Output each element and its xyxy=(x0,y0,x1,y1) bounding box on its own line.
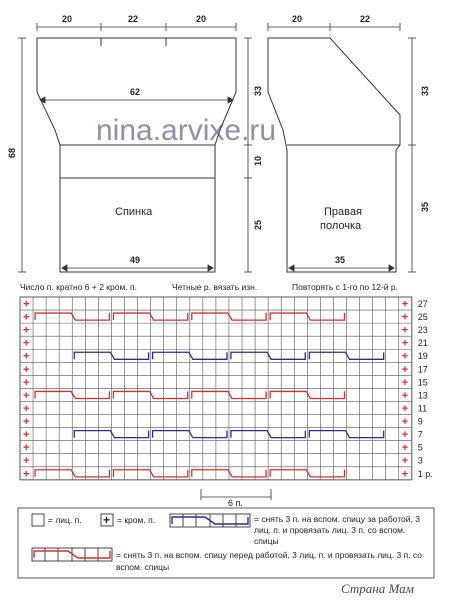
edge-stitch-symbol: + xyxy=(401,311,409,324)
row-label: 9 xyxy=(417,416,423,427)
front-bottom-dimension xyxy=(289,265,394,271)
back-right-dim-2: 10 xyxy=(253,155,263,166)
legend-edge-text: = кром. п. xyxy=(117,515,156,525)
front-right-dimension xyxy=(408,38,416,272)
back-top-dim-3: 20 xyxy=(196,14,207,24)
chart-header-left: Число п. кратно 6 + 2 кром. п. xyxy=(20,282,138,292)
row-label: 17 xyxy=(417,364,428,375)
edge-stitch-symbol: + xyxy=(401,363,409,376)
edge-stitch-symbol: + xyxy=(401,376,409,389)
back-top-dim-2: 22 xyxy=(128,14,139,24)
back-right-dimension xyxy=(244,38,252,272)
edge-stitch-symbol: + xyxy=(23,468,30,481)
edge-stitch-symbol: + xyxy=(23,298,30,311)
front-right-dim-2: 35 xyxy=(420,201,430,212)
row-label: 23 xyxy=(417,325,428,336)
edge-stitch-symbol: + xyxy=(401,468,409,481)
edge-stitch-symbol: + xyxy=(401,416,409,429)
front-top-dim-1: 20 xyxy=(292,14,303,24)
row-label: 27 xyxy=(417,299,428,309)
row-label: 7 xyxy=(417,429,423,440)
edge-stitch-symbol: + xyxy=(401,337,409,350)
back-bottom-dimension xyxy=(62,265,213,271)
edge-stitch-symbol: + xyxy=(23,455,30,468)
edge-stitch-symbol: + xyxy=(401,389,409,402)
back-outline xyxy=(37,38,236,272)
edge-stitch-symbol: + xyxy=(23,350,30,363)
edge-stitch-symbol: + xyxy=(23,402,30,415)
front-bottom-width: 35 xyxy=(335,255,346,265)
front-piece xyxy=(268,38,400,272)
watermark: nina.arvixe.ru xyxy=(96,114,277,147)
row-label: 19 xyxy=(417,351,428,362)
edge-stitch-symbol: + xyxy=(23,416,30,429)
legend-edge-plus: + xyxy=(103,513,111,527)
edge-stitch-symbol: + xyxy=(401,324,409,337)
edge-stitch-symbol: + xyxy=(401,429,409,442)
front-label-line2: полочка xyxy=(320,220,362,232)
edge-stitch-symbol: + xyxy=(23,337,30,350)
edge-stitch-symbol: + xyxy=(23,311,30,324)
back-height-dimension xyxy=(18,38,26,272)
front-right-dim-1: 33 xyxy=(420,85,430,96)
edge-stitch-symbol: + xyxy=(23,324,30,337)
edge-stitch-symbol: + xyxy=(401,350,409,363)
front-outline xyxy=(268,38,400,272)
front-top-dimension xyxy=(268,23,400,31)
back-right-dim-1: 33 xyxy=(253,85,263,96)
edge-stitch-symbol: + xyxy=(23,429,30,442)
site-logo xyxy=(341,581,414,596)
chart-header-right: Повторять с 1-го по 12-й р. xyxy=(292,282,398,292)
knitting-chart xyxy=(20,297,433,480)
back-width-mid: 62 xyxy=(130,87,141,97)
row-label: 11 xyxy=(417,403,428,414)
legend-red-cable-text: = снять 3 п. на вспом. спицу перед работой, 3 лиц. п. и провязать лиц. 3 п. со вспом. спицы xyxy=(116,550,422,572)
back-top-dim-1: 20 xyxy=(62,14,73,24)
back-top-dimension xyxy=(37,23,236,31)
repeat-label: 6 п. xyxy=(228,498,243,508)
edge-stitch-symbol: + xyxy=(23,376,30,389)
edge-stitch-symbol: + xyxy=(401,442,409,455)
back-piece xyxy=(37,38,236,272)
chart-header-mid: Четные р. вязать изн. xyxy=(172,282,258,292)
edge-stitch-symbol: + xyxy=(401,455,409,468)
edge-stitch-symbol: + xyxy=(401,298,409,311)
edge-stitch-symbol: + xyxy=(23,389,30,402)
front-label-line1: Правая xyxy=(324,206,362,218)
row-label: 21 xyxy=(417,338,428,349)
row-label: 3 xyxy=(417,455,423,466)
row-label: 1 р. xyxy=(417,468,433,479)
legend-knit-symbol xyxy=(32,514,44,526)
row-label: 15 xyxy=(417,377,428,388)
edge-stitch-symbol: + xyxy=(23,442,30,455)
edge-stitch-symbol: + xyxy=(23,363,30,376)
back-piece-label: Спинка xyxy=(115,206,153,218)
legend-knit-text: = лиц. п. xyxy=(48,515,82,525)
row-label: 25 xyxy=(417,312,428,323)
back-height-total: 68 xyxy=(7,147,17,158)
row-label: 13 xyxy=(417,390,428,401)
back-bottom-width: 49 xyxy=(130,255,141,265)
edge-stitch-symbol: + xyxy=(401,402,409,415)
back-right-dim-3: 25 xyxy=(253,219,263,230)
legend-blue-cable-text: = снять 3 п. на вспом. спицу за работой, 3 лиц. п. и провязать лиц. 3 п. со вспом. спицы xyxy=(254,514,420,546)
back-mid-dimension xyxy=(40,97,233,103)
front-top-dim-2: 22 xyxy=(360,14,371,24)
row-label: 5 xyxy=(417,442,423,453)
logo-text: Страна Мам xyxy=(341,581,414,596)
